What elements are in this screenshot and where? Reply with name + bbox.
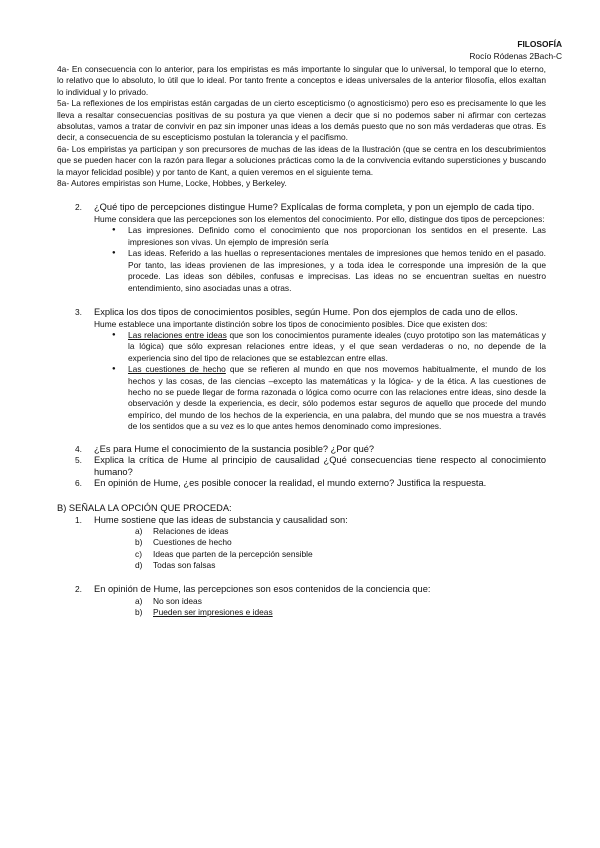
- answer-text: Hume establece una importante distinción sobre los tipos de conocimiento posibles. Dice que existen dos:: [94, 318, 488, 329]
- question-6: [57, 478, 546, 490]
- option-text: Todas son falsas: [153, 560, 216, 571]
- question-text: En opinión de Hume, ¿es posible conocer la realidad, el mundo externo? Justifica la respuesta.: [94, 478, 487, 489]
- bullet-list: [57, 225, 546, 293]
- option-text: Cuestiones de hecho: [153, 537, 232, 548]
- bullet-item: ● Las impresiones. Definido como el conocimiento que nos proporcionan los sentidos en el presente. Las impresiones son vivas. Un ejemplo de impresión sería: [112, 225, 546, 248]
- question-number: 2.: [75, 202, 82, 213]
- option-letter: b): [135, 537, 143, 548]
- intro-paragraph: 5a- La reflexiones de los empiristas están cargadas de un cierto escepticismo (o agnosticismo) pero eso es precisamente lo que les lleva a resaltar consecuencias positivas de su postura ya que vienen a decir que si no podemos saber ni afirmar con certezas absolutas, vamos a tratar de convivir en paz sin imponer unas ideas a los demás puesto que no son más verdaderas que otras. Es decir, a consecuencia de su escepticismo postulan la tolerancia y el pacifismo.: [57, 98, 546, 143]
- question-5: [57, 455, 546, 478]
- option-letter: a): [135, 526, 143, 537]
- answer-text: Hume considera que las percepciones son los elementos del conocimiento. Por ello, distingue dos tipos de percepciones:: [94, 214, 545, 225]
- option-list: [57, 596, 546, 619]
- option-letter: a): [135, 595, 143, 606]
- section-b-question-1: [57, 515, 546, 527]
- underlined-term: Las relaciones entre ideas: [128, 329, 227, 340]
- underlined-term: Las cuestiones de hecho: [128, 364, 226, 375]
- option-item: [135, 549, 546, 560]
- option-text: Ideas que parten de la percepción sensible: [153, 548, 313, 559]
- intro-paragraph: 8a- Autores empiristas son Hume, Locke, Hobbes, y Berkeley.: [57, 178, 287, 189]
- question-number: 4.: [75, 443, 82, 454]
- document-body: [57, 64, 546, 619]
- question-text: ¿Qué tipo de percepciones distingue Hume? Explícalas de forma completa, y pon un ejemplo de cada tipo.: [94, 202, 535, 213]
- question-text: Explica los dos tipos de conocimientos posibles, según Hume. Pon dos ejemplos de cada uno de ellos.: [94, 306, 518, 317]
- header-author: Rocío Ródenas 2Bach-C: [469, 51, 562, 61]
- question-2: [57, 202, 546, 214]
- option-list: [57, 526, 546, 571]
- option-item: [135, 560, 546, 571]
- bullet-text: que son los conocimientos puramente ideales (cuyo prototipo son las matemáticas y la lógica) que sólo expresan relaciones entre ideas, y el que sean verdaderas o no, no depende de la experiencia sino del tipo de relaciones que se establezcan entre ellas.: [128, 329, 546, 363]
- question-3: [57, 307, 546, 319]
- section-b-question-2: [57, 584, 546, 596]
- question-text: ¿Es para Hume el conocimiento de la sustancia posible? ¿Por qué?: [94, 443, 375, 454]
- intro-paragraph: 4a- En consecuencia con lo anterior, para los empiristas es más importante lo singular que lo universal, lo temporal que lo eterno, lo relativo que lo absoluto, lo útil que lo ideal. Por tanto frente a conceptos e ideas universales de la anterior filosofía, ellos exaltan lo individual y lo privado.: [57, 64, 546, 97]
- question-number: 6.: [75, 478, 82, 489]
- page-header: [469, 38, 562, 62]
- intro-paragraph: 6a- Los empiristas ya participan y son precursores de muchas de las ideas de la Ilustración (que se centra en los descubrimientos que se pueden hacer con la razón para llegar a soluciones prácticas como la de la convivencia evitando supersticiones y buscando la mayor felicidad posible) y por tanto de Kant, a quien veremos en el siguiente tema.: [57, 143, 546, 177]
- question-text: Explica la crítica de Hume al principio de causalidad ¿Qué consecuencias tiene respecto al conocimiento humano?: [94, 455, 546, 477]
- option-item: [135, 596, 546, 607]
- option-text: No son ideas: [153, 595, 202, 606]
- question-text: Hume sostiene que las ideas de substancia y causalidad son:: [94, 514, 348, 525]
- question-number: 3.: [75, 306, 82, 317]
- option-letter: c): [135, 548, 142, 559]
- option-text: Pueden ser impresiones e ideas: [153, 607, 273, 618]
- option-item: [135, 537, 546, 548]
- bullet-item: [112, 364, 546, 432]
- option-item: [135, 607, 546, 618]
- option-letter: b): [135, 607, 143, 618]
- section-b-title: B) SEÑALA LA OPCIÓN QUE PROCEDA:: [57, 502, 232, 513]
- option-item: [135, 526, 546, 537]
- question-number: 5.: [75, 455, 82, 466]
- bullet-text: que se refieren al mundo en que nos movemos habitualmente, el mundo de los hechos y las cosas, de las ciencias –excepto las matemáticas y la lógica- y de la ética. A las cuestiones de hecho no se puede llegar de forma razonada o lógica como ocurre con las relaciones entre ideas, sino desde la observación y desde la experiencia, es decir, sólo podemos estar seguros de aquello que procede del mundo empírico, del mundo de los hechos de la experiencia, en una palabra, del mundo que se nos muestra a través de los sentidos que a su vez es lo que antes hemos denominado como impresiones.: [128, 364, 546, 432]
- question-number: 1.: [75, 514, 82, 525]
- option-letter: d): [135, 560, 143, 571]
- bullet-item: [112, 330, 546, 364]
- option-text: Relaciones de ideas: [153, 526, 229, 537]
- question-text: En opinión de Hume, las percepciones son esos contenidos de la conciencia que:: [94, 584, 431, 595]
- header-subject: FILOSOFÍA: [517, 39, 562, 49]
- question-number: 2.: [75, 584, 82, 595]
- question-4: [57, 444, 546, 456]
- bullet-item: ● Las ideas. Referido a las huellas o representaciones mentales de impresiones que hemos tenido en el pasado. Por tanto, las ideas provienen de las impresiones, y a toda idea le corresponde una impresión de la que procede. Las ideas son débiles, confusas e imprecisas. Las ideas no se encuentran sueltas en nuestro entendimiento, sino asociadas unas a otras.: [112, 248, 546, 294]
- bullet-list: [57, 330, 546, 433]
